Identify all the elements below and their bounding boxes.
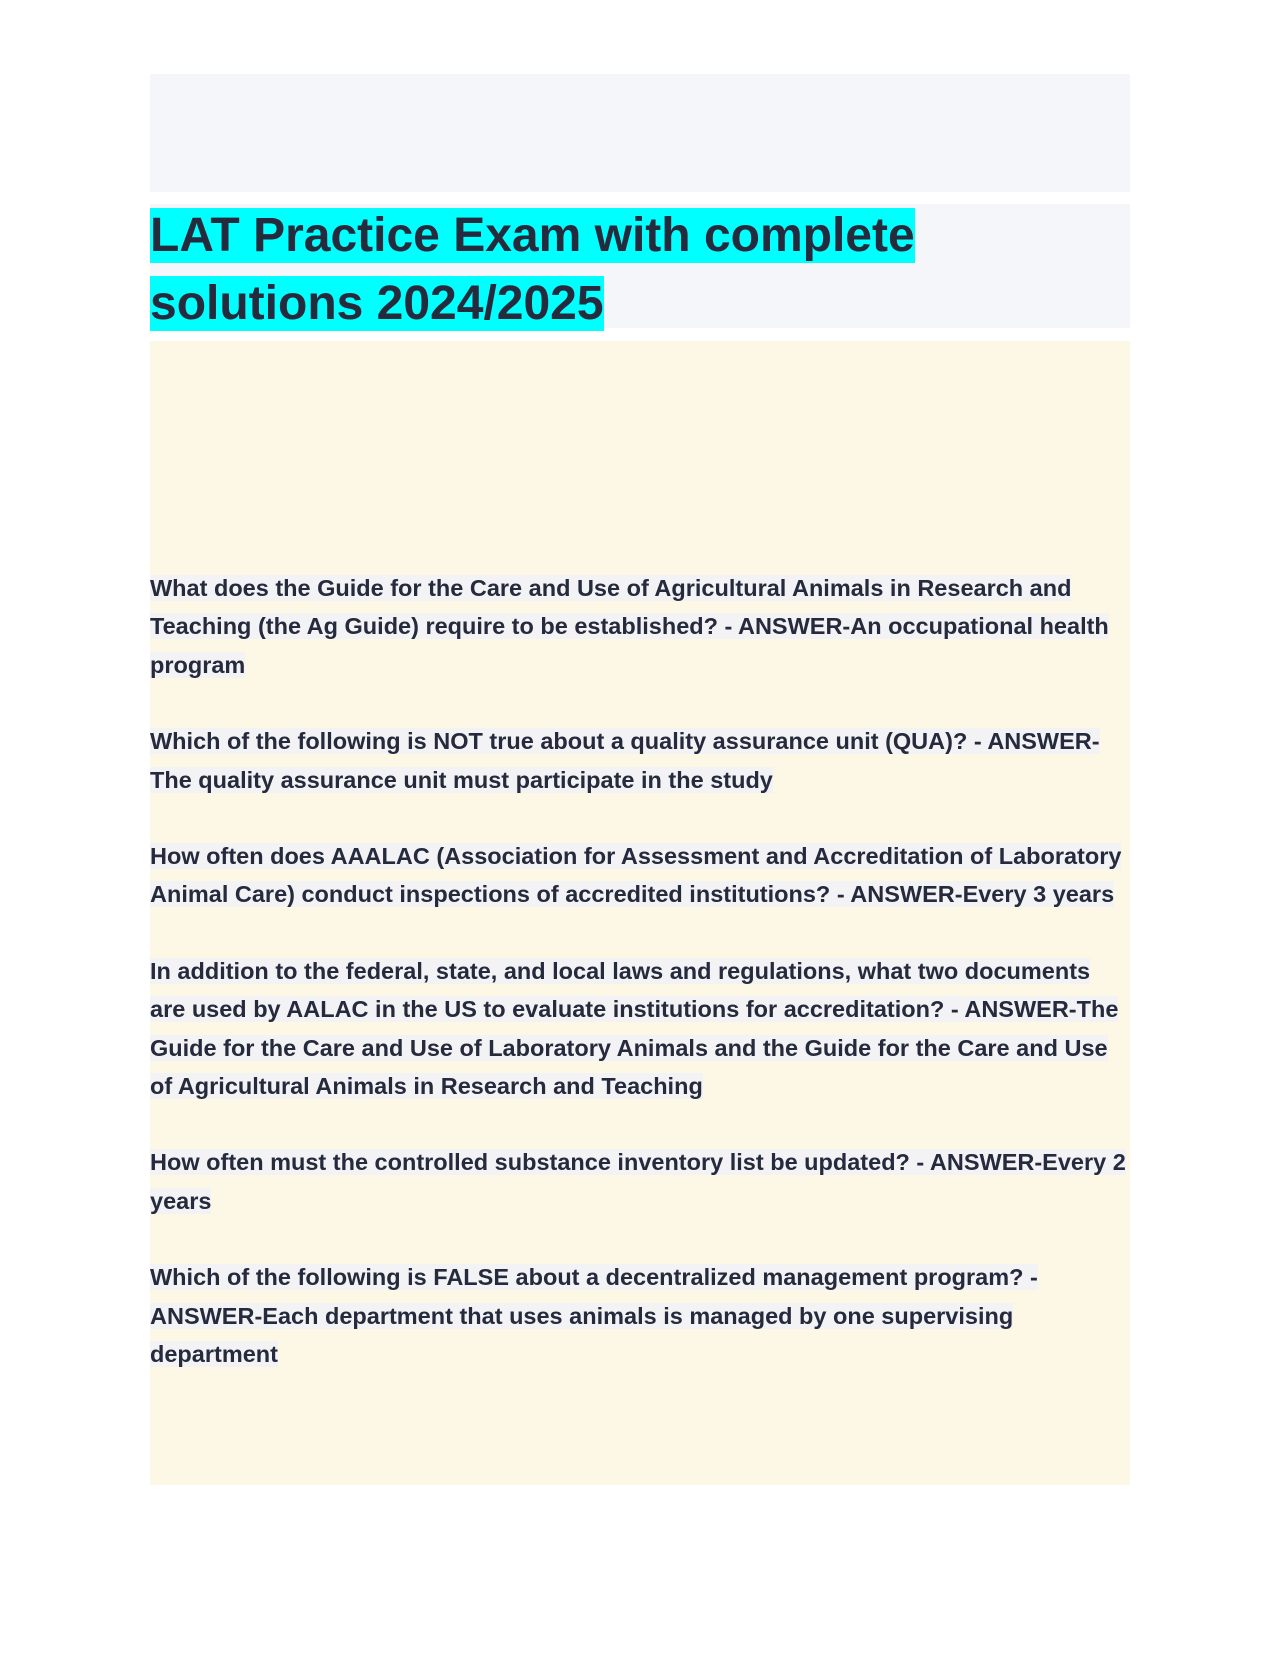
qa-item-text: In addition to the federal, state, and local laws and regulations, what two documents are used by AALAC in the US to evaluate institutions for accreditation? - ANSWER-The Guide for the Care and Use of Laboratory Animals and the Guide for the Care and Use of Agricultural Animals in Research and Teaching (150, 957, 1119, 1100)
header-band (150, 74, 1130, 192)
document-title (150, 202, 950, 338)
qa-item-text: What does the Guide for the Care and Use of Agricultural Animals in Research and Teaching (the Ag Guide) require to be established? - ANSWER-An occupational health program (150, 575, 1109, 678)
qa-item (150, 1143, 1130, 1220)
title-band (150, 204, 1130, 328)
qa-item-text: How often must the controlled substance inventory list be updated? - ANSWER-Every 2 years (150, 1149, 1126, 1214)
qa-item (150, 952, 1130, 1106)
qa-list (150, 569, 1130, 1412)
qa-item (150, 1258, 1130, 1373)
qa-item (150, 569, 1130, 684)
qa-item (150, 722, 1130, 799)
qa-item-text: How often does AAALAC (Association for Assessment and Accreditation of Laboratory Animal Care) conduct inspections of accredited institutions? - ANSWER-Every 3 years (150, 843, 1122, 908)
qa-item-text: Which of the following is NOT true about a quality assurance unit (QUA)? - ANSWER-The quality assurance unit must participate in the study (150, 728, 1100, 793)
qa-item-text: Which of the following is FALSE about a decentralized management program? - ANSWER-Each department that uses animals is managed by one supervising department (150, 1264, 1038, 1368)
document-title-text: LAT Practice Exam with complete solutions 2024/2025 (150, 209, 915, 330)
qa-item (150, 837, 1130, 914)
content-band (150, 341, 1130, 1485)
